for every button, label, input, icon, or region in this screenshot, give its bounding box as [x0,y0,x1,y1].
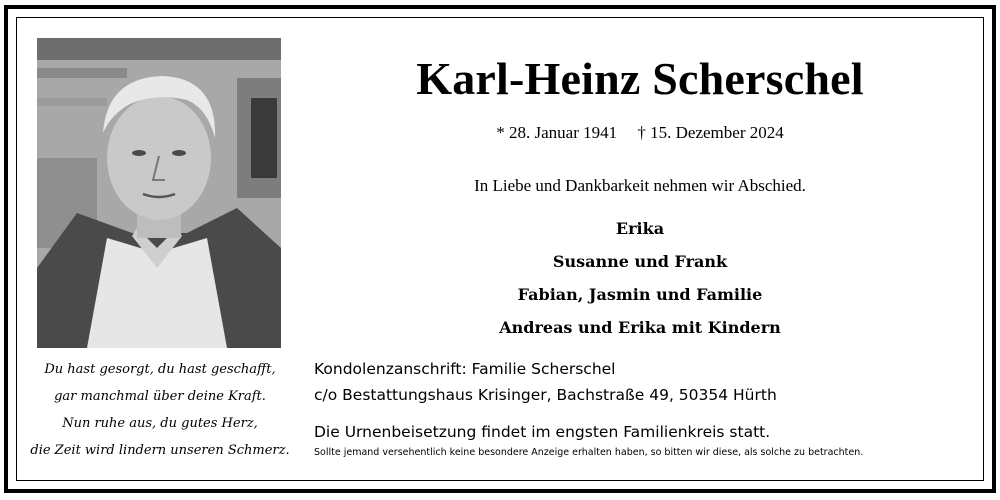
portrait-illustration [37,38,281,348]
life-dates [320,123,960,143]
portrait-photo [37,38,281,348]
farewell-text: In Liebe und Dankbarkeit nehmen wir Abschied. [474,176,806,195]
disclaimer-note: Sollte jemand versehentlich keine besondere Anzeige erhalten haben, so bitten wir diese, als solche zu betrachten. [314,447,864,458]
verse-line: gar manchmal über deine Kraft. [54,389,266,404]
condolence-address [314,356,964,408]
death-date: † 15. Dezember 2024 [637,123,784,142]
burial-notice: Die Urnenbeisetzung findet im engsten Familienkreis statt. [314,423,771,441]
mourner-entry: Fabian, Jasmin und Familie [517,285,763,304]
mourner-entry: Susanne und Frank [552,252,728,271]
deceased-name: Karl-Heinz Scherschel [416,53,864,104]
verse-line: die Zeit wird lindern unseren Schmerz. [30,443,290,458]
address-line: Kondolenzanschrift: Familie Scherschel [314,360,616,378]
verse-line: Du hast gesorgt, du hast geschafft, [44,362,276,377]
verse-line: Nun ruhe aus, du gutes Herz, [62,416,258,431]
mourner-entry: Erika [615,219,665,238]
address-line: c/o Bestattungshaus Krisinger, Bachstraße 49, 50354 Hürth [314,386,777,404]
birth-date: * 28. Januar 1941 [496,123,618,142]
memorial-verse [30,356,290,464]
mourner-entry: Andreas und Erika mit Kindern [499,318,781,337]
mourners-list [320,212,960,344]
